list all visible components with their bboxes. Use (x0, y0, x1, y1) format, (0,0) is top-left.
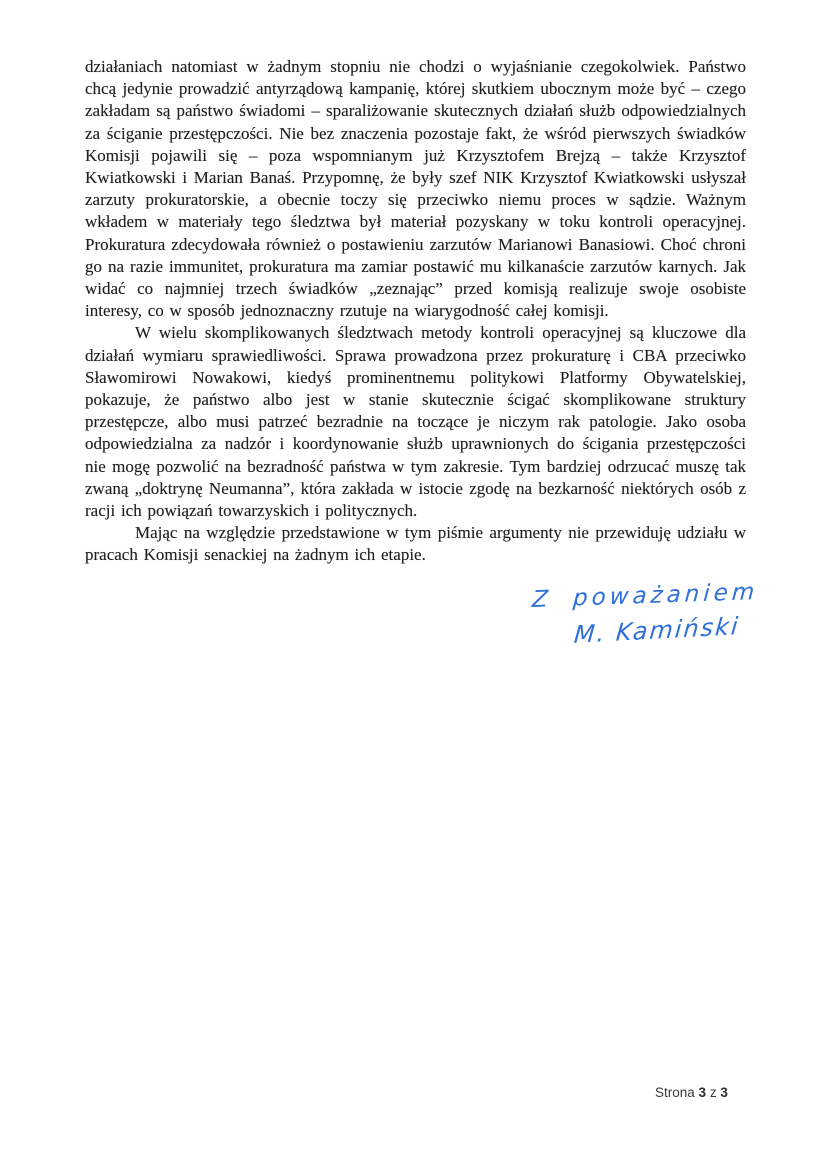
page-number-footer (655, 1085, 728, 1100)
signature-name: M. Kamiński (572, 612, 742, 649)
letter-body (85, 56, 746, 567)
signature-closing: Z poważaniem (531, 579, 760, 613)
body-paragraph: działaniach natomiast w żadnym stopniu nie chodzi o wyjaśnianie czegokolwiek. Państwo chcą jedynie prowadzić antyrządową kampanię, której skutkiem ubocznym może być – czego zakładam są państwo świadomi – sparaliżowanie skutecznych działań służb odpowiedzialnych za ściganie przestępczości. Nie bez znaczenia pozostaje fakt, że wśród pierwszych świadków Komisji pojawili się – poza wspomnianym już Krzysztofem Brejzą – także Krzysztof Kwiatkowski i Marian Banaś. Przypomnę, że były szef NIK Krzysztof Kwiatkowski usłyszał zarzuty prokuratorskie, a obecnie toczy się przeciwko niemu proces w sądzie. Ważnym wkładem w materiały tego śledztwa był materiał pozyskany w toku kontroli operacyjnej. Prokuratura zdecydowała również o postawieniu zarzutów Marianowi Banasiowi. Choć chroni go na razie immunitet, prokuratura ma zamiar postawić mu kilkanaście zarzutów karnych. Jak widać co najmniej trzech świadków „zeznając” przed komisją realizuje swoje osobiste interesy, co w sposób jednoznaczny rzutuje na wiarygodność całej komisji. (85, 57, 746, 321)
body-paragraph: W wielu skomplikowanych śledztwach metody kontroli operacyjnej są kluczowe dla działań wymiaru sprawiedliwości. Sprawa prowadzona przez prokuraturę i CBA przeciwko Sławomirowi Nowakowi, kiedyś prominentnemu politykowi Platformy Obywatelskiej, pokazuje, że państwo albo jest w stanie skutecznie ścigać skomplikowane struktury przestępcze, albo musi patrzeć bezradnie na toczące je niczym rak patologie. Jako osoba odpowiedzialna za nadzór i koordynowanie służb uprawnionych do ścigania przestępczości nie mogę pozwolić na bezradność państwa w tym zakresie. Tym bardziej odrzucać muszę tak zwaną „doktrynę Neumanna”, która zakłada w istocie zgodę na bezkarność niektórych osób z racji ich powiązań towarzyskich i politycznych. (85, 323, 746, 521)
body-paragraph: Mając na względzie przedstawione w tym piśmie argumenty nie przewiduję udziału w pracach Komisji senackiej na żadnym ich etapie. (85, 523, 746, 565)
footer-current-page: 3 (698, 1085, 707, 1100)
footer-total-pages: 3 (720, 1085, 728, 1100)
handwritten-signature (531, 579, 760, 649)
footer-label: Strona (655, 1085, 695, 1100)
footer-separator: z (709, 1085, 717, 1100)
